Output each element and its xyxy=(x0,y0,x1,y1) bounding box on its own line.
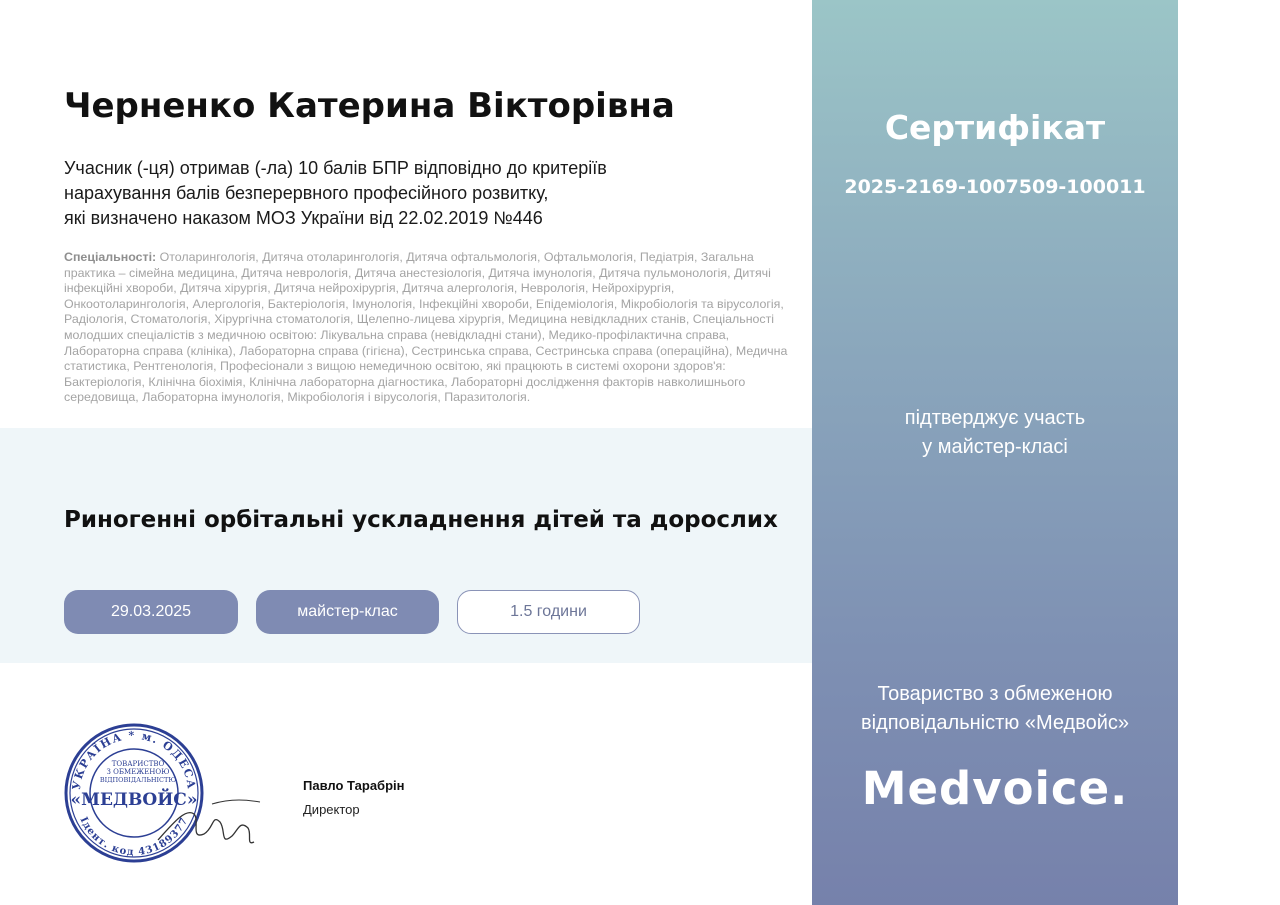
confirmation-line: підтверджує участь xyxy=(904,407,1086,429)
specialties-list xyxy=(64,250,794,406)
certificate-number: 2025-2169-1007509-100011 xyxy=(844,176,1146,198)
organization-line: відповідальністю «Медвойс» xyxy=(860,712,1130,734)
participation-confirmation xyxy=(812,404,1178,462)
stamp-inner-line: З ОБМЕЖЕНОЮ xyxy=(106,768,170,776)
organization-line: Товариство з обмеженою xyxy=(877,683,1113,705)
statement-line: які визначено наказом МОЗ України від 22.02.2019 №446 xyxy=(64,208,543,228)
company-stamp xyxy=(62,722,262,864)
event-type-badge: майстер-клас xyxy=(256,590,439,634)
duration-badge: 1.5 години xyxy=(457,590,640,634)
certificate-title: Сертифікат xyxy=(884,108,1106,147)
specialties-label: Спеціальності: xyxy=(64,250,157,264)
organization-name xyxy=(812,680,1178,738)
specialties-text: Отоларингологія, Дитяча отоларингологія, Дитяча офтальмологія, Офтальмологія, Педіатрія, Загальна практика – сімейна медицина, Дитяча неврологія, Дитяча анестезіологія, Дитяча імунологія, Дитяча пульмонологія, Дитячі інфекційні хвороби, Дитяча хірургія, Дитяча нейрохірургія, Дитяча алергологія, Неврологія, Нейрохірургія, Онкоотоларингологія, Алергологія, Бактеріологія, Імунологія, Інфекційні хвороби, Епідеміологія, Мікробіологія та вірусологія, Радіологія, Стоматологія, Хірургічна стоматологія, Щелепно-лицева хірургія, Медицина невідкладних станів, Спеціальності молодших спеціалістів з медичною освітою: Лікувальна справа (невідкладні стани), Медико-профілактична справа, Лабораторна справа (клініка), Лабораторна справа (гігієна), Сестринська справа, Сестринська справа (операційна), Медична статистика, Рентгенологія, Професіонали з вищою немедичною освітою, які працюють в системі охорони здоров'я: Бактеріологія, Клінічна біохімія, Клінічна лабораторна діагностика, Лабораторні дослідження факторів навколишнього середовища, Лабораторна імунологія, Мікробіологія і вірусологія, Паразитологія. xyxy=(64,250,788,405)
stamp-center-text: «МЕДВОЙС» xyxy=(70,790,198,810)
stamp-inner-line: ТОВАРИСТВО xyxy=(111,760,165,768)
stamp-ring-bottom: Ідент. код 43189377 xyxy=(77,815,191,859)
certificate-side-panel xyxy=(812,0,1178,905)
signatory-name: Павло Тарабрін xyxy=(303,778,405,793)
date-badge: 29.03.2025 xyxy=(64,590,238,634)
course-title: Риногенні орбітальні ускладнення дітей та дорослих xyxy=(64,507,778,533)
confirmation-line: у майстер-класі xyxy=(922,436,1068,458)
statement-line: Учасник (-ця) отримав (-ла) 10 балів БПР відповідно до критеріїв xyxy=(64,158,607,178)
stamp-inner-line: ВІДПОВІДАЛЬНІСТЮ xyxy=(99,776,177,784)
brand-logo: Medvoice. xyxy=(861,762,1129,815)
stamp-ring-top: УКРАЇНА * м. ОДЕСА xyxy=(69,728,199,791)
points-statement xyxy=(64,156,784,231)
signatory-role: Директор xyxy=(303,802,360,817)
statement-line: нарахування балів безперервного професійного розвитку, xyxy=(64,183,549,203)
participant-name: Черненко Катерина Вікторівна xyxy=(64,86,675,126)
